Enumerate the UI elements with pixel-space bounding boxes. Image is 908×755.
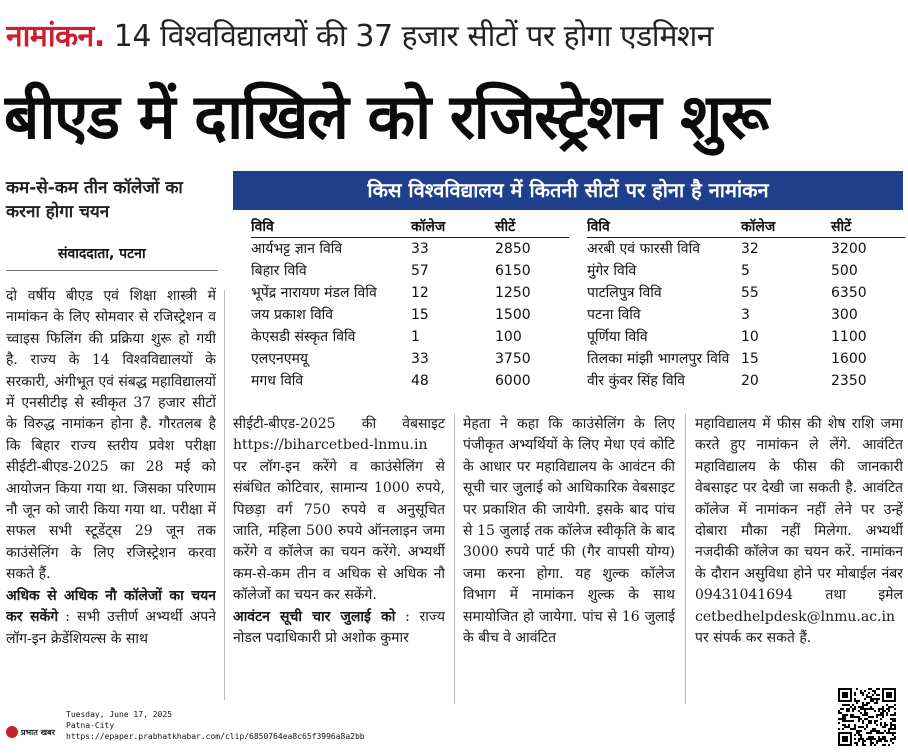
- table-header-row: [251, 216, 569, 238]
- cell-seats: 2850: [495, 241, 531, 257]
- cell-seats: 100: [495, 329, 522, 345]
- cell-seats: 3200: [831, 241, 867, 257]
- clip-footer: [0, 702, 908, 755]
- cell-seats: 2350: [831, 373, 867, 389]
- table-row: [251, 260, 569, 282]
- logo-text: प्रभात खबर: [21, 727, 55, 737]
- cell-colleges: 33: [411, 241, 429, 257]
- cell-university: केएसडी संस्कृत विवि: [251, 329, 356, 345]
- cell-university: जय प्रकाश विवि: [251, 307, 334, 323]
- clip-meta: [66, 709, 365, 742]
- article-subhead: अधिक से अधिक नौ कॉलेजों का चयन कर सकेंगे: [6, 587, 216, 626]
- clip-date: Tuesday, June 17, 2025: [66, 710, 172, 719]
- byline: संवाददाता, पटना: [58, 246, 146, 262]
- header-seats: सीटें: [831, 219, 852, 235]
- cell-seats: 1500: [495, 307, 531, 323]
- cell-university: वीर कुंवर सिंह विवि: [587, 373, 686, 389]
- cell-university: पूर्णिया विवि: [587, 329, 648, 345]
- cell-colleges: 1: [411, 329, 420, 345]
- publication-logo: [6, 724, 64, 740]
- cell-seats: 6000: [495, 373, 531, 389]
- cell-seats: 1600: [831, 351, 867, 367]
- article-paragraph: : सभी उत्तीर्ण अभ्यर्थी अपने लॉग-इन क्रेडेंशियल्स के साथ: [6, 609, 216, 647]
- table-row: [587, 304, 905, 326]
- cell-colleges: 33: [411, 351, 429, 367]
- cell-seats: 1250: [495, 285, 531, 301]
- cell-colleges: 12: [411, 285, 429, 301]
- cell-university: तिलका मांझी भागलपुर विवि: [587, 351, 730, 367]
- table-row: [587, 282, 905, 304]
- article-column-1: [6, 286, 216, 706]
- article-column-4: [695, 414, 903, 680]
- article-paragraph: दो वर्षीय बीएड एवं शिक्षा शास्त्री में नामांकन के लिए सोमवार से रजिस्ट्रेशन व च्वाइस फिलिंग की प्रक्रिया शुरू हो गयी है. राज्य के 14 विश्वविद्यालयों के सरकारी, अंगीभूत एवं संबद्ध महाविद्यालयों में एनसीटीइ से स्वीकृत 37 हजार सीटों के विरुद्ध नामांकन होना है. गौरतलब है कि बिहार राज्य स्तरीय प्रवेश परीक्षा सीईटी-बीएड-2025 का 28 मई को आयोजन किया गया था. जिसका परिणाम नौ जून को जारी किया गया था. परीक्षा में सफल सभी स्टूडेंट्स 29 जून तक काउंसेलिंग के लिए रजिस्ट्रेशन करवा सकते हैं.: [6, 288, 216, 583]
- clip-url[interactable]: https://epaper.prabhatkhabar.com/clip/6850764ea8c65f3996a8a2bb: [66, 732, 365, 741]
- cell-seats: 6350: [831, 285, 867, 301]
- subheadline: कम-से-कम तीन कॉलेजों का करना होगा चयन: [6, 178, 183, 222]
- table-row: [251, 304, 569, 326]
- header-seats: सीटें: [495, 219, 516, 235]
- seats-table: [233, 171, 903, 399]
- article-column-3: [463, 414, 675, 706]
- table-right-half: [587, 216, 905, 392]
- table-left-half: [251, 216, 569, 392]
- cell-university: एलएनएमयू: [251, 351, 308, 367]
- logo-icon: [6, 726, 18, 738]
- cell-university: भूपेंद्र नारायण मंडल विवि: [251, 285, 377, 301]
- kicker-text: 14 विश्वविद्यालयों की 37 हजार सीटों पर होगा एडमिशन: [104, 19, 713, 54]
- cell-university: बिहार विवि: [251, 263, 307, 279]
- headline: बीएड में दाखिले को रजिस्ट्रेशन शुरू: [4, 80, 768, 153]
- table-row: [587, 348, 905, 370]
- article-paragraph: सीईटी-बीएड-2025 की वेबसाइट https://biharcetbed-lnmu.in पर लॉग-इन करेंगे व काउंसेलिंग से संबंधित कोटिवार, सामान्य 1000 रुपये, पिछड़ा वर्ग 750 रुपये व अनुसूचित जाति, महिला 500 रुपये ऑनलाइन जमा करेंगे व कॉलेज का चयन करेंगे. अभ्यर्थी कम-से-कम तीन व अधिक से अधिक नौ कॉलेजों का चयन कर सकेंगे.: [233, 416, 445, 604]
- table-row: [251, 370, 569, 392]
- cell-university: मुंगेर विवि: [587, 263, 637, 279]
- byline-divider: [6, 270, 218, 271]
- cell-seats: 3750: [495, 351, 531, 367]
- cell-university: पाटलिपुत्र विवि: [587, 285, 662, 301]
- cell-colleges: 5: [741, 263, 750, 279]
- cell-colleges: 3: [741, 307, 750, 323]
- cell-colleges: 10: [741, 329, 759, 345]
- table-row: [251, 348, 569, 370]
- cell-university: आर्यभट्ट ज्ञान विवि: [251, 241, 343, 257]
- cell-seats: 1100: [831, 329, 867, 345]
- qr-code-icon[interactable]: [838, 688, 896, 746]
- kicker-label: नामांकन.: [6, 19, 105, 54]
- cell-colleges: 48: [411, 373, 429, 389]
- table-row: [587, 326, 905, 348]
- cell-seats: 6150: [495, 263, 531, 279]
- cell-colleges: 20: [741, 373, 759, 389]
- cell-colleges: 15: [741, 351, 759, 367]
- article-subhead: आवंटन सूची चार जुलाई को: [233, 608, 396, 625]
- cell-university: मगध विवि: [251, 373, 304, 389]
- cell-university: पटना विवि: [587, 307, 641, 323]
- table-title: किस विश्वविद्यालय में कितनी सीटों पर होना है नामांकन: [233, 171, 903, 210]
- clip-edition: Patna-City: [66, 721, 115, 730]
- header-colleges: कॉलेज: [741, 219, 776, 235]
- cell-colleges: 15: [411, 307, 429, 323]
- column-divider: [224, 290, 225, 700]
- column-divider: [685, 414, 686, 704]
- article-column-2: [233, 414, 445, 706]
- table-row: [587, 370, 905, 392]
- column-divider: [454, 414, 455, 704]
- cell-colleges: 57: [411, 263, 429, 279]
- cell-seats: 500: [831, 263, 858, 279]
- header-university: विवि: [251, 219, 274, 235]
- article-paragraph: महाविद्यालय में फीस की शेष राशि जमा करते हुए नामांकन ले लेंगे. आवंटित महाविद्यालय के फीस की जानकारी वेबसाइट पर देखी जा सकती है. आवंटित कॉलेज में नामांकन नहीं लेने पर उन्हें दोबारा मौका नहीं मिलेगा. अभ्यर्थी नजदीकी कॉलेज का चयन करें. नामांकन के दौरान असुविधा होने पर मोबाईल नंबर 09431041694 तथा इमेल cetbedhelpdesk@lnmu.ac.in पर संपर्क कर सकते हैं.: [695, 416, 903, 647]
- kicker-line: [6, 14, 902, 64]
- cell-seats: 300: [831, 307, 858, 323]
- table-row: [251, 326, 569, 348]
- table-row: [251, 238, 569, 260]
- header-university: विवि: [587, 219, 610, 235]
- article-paragraph: मेहता ने कहा कि काउंसेलिंग के लिए पंजीकृत अभ्यर्थियों के लिए मेधा एवं कोटि के आधार पर महाविद्यालय के आवंटन की सूची चार जुलाई को आधिकारिक वेबसाइट पर प्रकाशित की जायेगी. इसके बाद पांच से 15 जुलाई तक कॉलेज स्वीकृति के बाद 3000 रुपये पार्ट फी (गैर वापसी योग्य) जमा करना होगा. यह शुल्क कॉलेज विभाग में नामांकन शुल्क के साथ समायोजित हो जायेगा. पांच से 16 जुलाई के बीच वे आवंटित: [463, 416, 675, 647]
- cell-university: अरबी एवं फारसी विवि: [587, 241, 700, 257]
- cell-colleges: 32: [741, 241, 759, 257]
- table-row: [251, 282, 569, 304]
- table-header-row: [587, 216, 905, 238]
- cell-colleges: 55: [741, 285, 759, 301]
- header-colleges: कॉलेज: [411, 219, 446, 235]
- table-row: [587, 260, 905, 282]
- table-row: [587, 238, 905, 260]
- article-paragraph: : राज्य नोडल पदाधिकारी प्रो अशोक कुमार: [233, 608, 445, 647]
